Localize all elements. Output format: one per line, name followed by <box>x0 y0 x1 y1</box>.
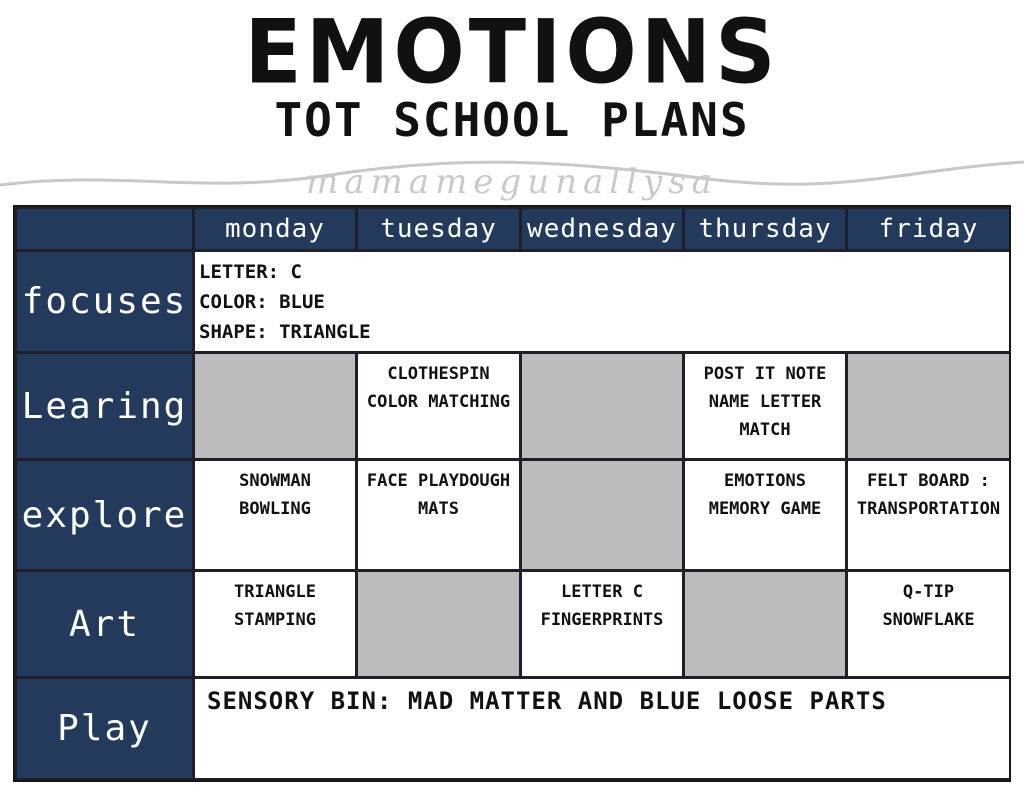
learning-thursday-line-1: NAME LETTER <box>708 392 822 412</box>
play-cell: SENSORY BIN: MAD MATTER AND BLUE LOOSE PARTS <box>195 679 1009 778</box>
day-header-monday: monday <box>195 209 355 249</box>
day-header-friday: friday <box>848 209 1009 249</box>
focus-color: COLOR: BLUE <box>199 291 325 313</box>
art-cell-wednesday <box>522 572 682 676</box>
explore-friday-line-1: TRANSPORTATION <box>856 499 1001 519</box>
watermark: mamamegunallysa <box>306 162 718 202</box>
lesson-plan-table <box>13 205 1011 782</box>
learning-cell-monday <box>195 354 355 458</box>
row-label-explore: explore <box>17 461 192 569</box>
art-cell-friday <box>848 572 1009 676</box>
art-wednesday-line-0: LETTER C <box>561 582 643 602</box>
focus-letter: LETTER: C <box>199 261 302 283</box>
learning-cell-friday <box>848 354 1009 458</box>
art-cell-monday <box>195 572 355 676</box>
explore-thursday-line-1: MEMORY GAME <box>708 499 822 519</box>
art-monday-line-0: TRIANGLE <box>234 582 316 602</box>
explore-cell-monday <box>195 461 355 569</box>
day-header-thursday: thursday <box>685 209 845 249</box>
explore-cell-wednesday <box>522 461 682 569</box>
row-label-learning: Learing <box>17 354 192 458</box>
row-label-focuses: focuses <box>17 252 192 351</box>
learning-thursday-line-2: MATCH <box>739 420 791 440</box>
art-monday-line-1: STAMPING <box>234 610 316 630</box>
learning-cell-thursday <box>685 354 845 458</box>
focus-shape: SHAPE: TRIANGLE <box>199 321 371 343</box>
learning-tuesday-line-0: CLOTHESPIN <box>387 364 490 384</box>
learning-thursday-line-0: POST IT NOTE <box>703 364 827 384</box>
day-header-tuesday: tuesday <box>358 209 519 249</box>
learning-cell-wednesday <box>522 354 682 458</box>
art-friday-line-0: Q-TIP <box>902 582 955 602</box>
corner-cell <box>17 209 192 249</box>
art-wednesday-line-1: FINGERPRINTS <box>540 610 664 630</box>
day-header-wednesday: wednesday <box>522 209 682 249</box>
focuses-cell <box>195 252 1009 351</box>
explore-cell-tuesday <box>358 461 519 569</box>
art-cell-tuesday <box>358 572 519 676</box>
page-subtitle: TOT SCHOOL PLANS <box>274 93 750 147</box>
art-friday-line-1: SNOWFLAKE <box>882 610 975 630</box>
explore-tuesday-line-0: FACE PLAYDOUGH <box>366 471 511 491</box>
explore-thursday-line-0: EMOTIONS <box>724 471 806 491</box>
art-cell-thursday <box>685 572 845 676</box>
row-label-art: Art <box>17 572 192 676</box>
page-title: EMOTIONS <box>244 0 780 104</box>
explore-friday-line-0: FELT BOARD : <box>867 471 990 491</box>
learning-cell-tuesday <box>358 354 519 458</box>
explore-cell-thursday <box>685 461 845 569</box>
row-label-play: Play <box>17 679 192 778</box>
explore-tuesday-line-1: MATS <box>418 499 459 519</box>
learning-tuesday-line-1: COLOR MATCHING <box>366 392 511 412</box>
explore-cell-friday <box>848 461 1009 569</box>
explore-monday-line-1: BOWLING <box>239 499 311 519</box>
explore-monday-line-0: SNOWMAN <box>239 471 311 491</box>
